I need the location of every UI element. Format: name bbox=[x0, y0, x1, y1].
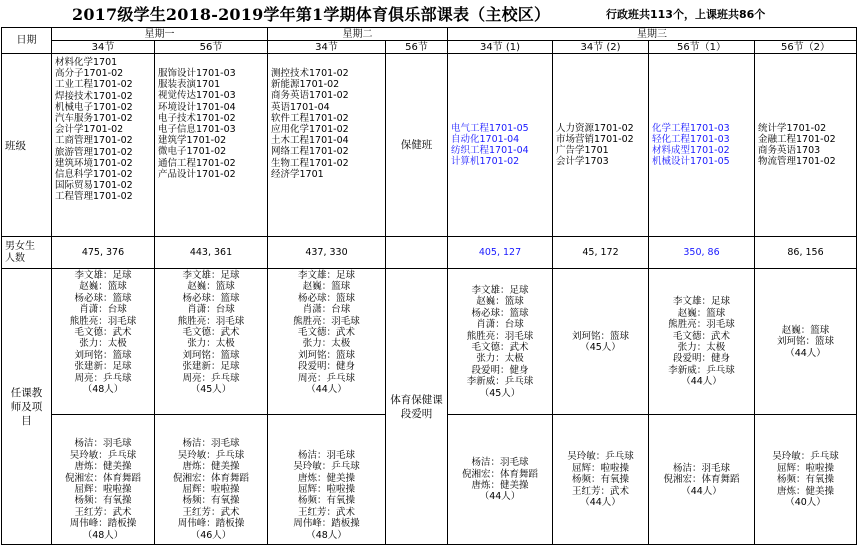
schedule-table bbox=[1, 27, 857, 545]
teachers-b-wed-34-1[interactable]: 杨洁：羽毛球 倪湘宏：体育舞蹈 唐炼：健美操 （44人） bbox=[448, 415, 553, 545]
counts-wed-56-2[interactable]: 86, 156 bbox=[755, 237, 857, 269]
row-label-counts[interactable]: 男女生 人数 bbox=[2, 237, 52, 269]
teachers-row-a bbox=[2, 269, 857, 415]
header-row-days bbox=[2, 28, 857, 41]
teachers-b-wed-56-1[interactable]: 杨洁：羽毛球 倪湘宏：体育舞蹈 （44人） bbox=[649, 415, 755, 545]
teachers-a-wed-34-2[interactable]: 刘珂铭：篮球 （45人） bbox=[553, 269, 649, 415]
row-label-teachers[interactable]: 任课教 师及项 目 bbox=[2, 269, 52, 545]
classes-mon-34[interactable]: 材料化学1701 高分子1701-02 工业工程1701-02 焊接技术1701-02 机械电子1701-02 汽车服务1701-02 会计学1701-02 工商管理1701-02 旅游管理1701-02 建筑环境1701-02 信息科学1701-02 国际贸易1701-02 工程管理1701-02 bbox=[52, 54, 155, 237]
day-tuesday[interactable]: 星期二 bbox=[268, 28, 448, 41]
session-wed-34-2[interactable]: 34节 (2) bbox=[553, 41, 649, 54]
classes-tue-34[interactable]: 测控技术1701-02 新能源1701-02 商务英语1701-02 英语1701-04 软件工程1701-02 应用化学1701-02 土木工程1701-04 网络工程1701-02 生物工程1701-02 经济学1701 bbox=[268, 54, 386, 237]
teachers-b-mon-56[interactable]: 杨洁：羽毛球 吴玲敏：乒乓球 唐炼：健美操 倪湘宏：体育舞蹈 屈辉：啦啦操 杨频：有氧操 王红芳：武术 周伟峰：踏板操 （46人） bbox=[155, 415, 268, 545]
classes-wed-34-1[interactable]: 电气工程1701-05 自动化1701-04 纺织工程1701-04 计算机1701-02 bbox=[448, 54, 553, 237]
header-row-sessions bbox=[2, 41, 857, 54]
counts-mon-56[interactable]: 443, 361 bbox=[155, 237, 268, 269]
teachers-b-wed-56-2[interactable]: 吴玲敏：乒乓球 屈辉：啦啦操 杨频：有氧操 唐炼：健美操 （40人） bbox=[755, 415, 857, 545]
session-wed-56-1[interactable]: 56节（1） bbox=[649, 41, 755, 54]
counts-tue-34[interactable]: 437, 330 bbox=[268, 237, 386, 269]
session-mon-34[interactable]: 34节 bbox=[52, 41, 155, 54]
classes-wed-56-2[interactable]: 统计学1701-02 金融工程1701-02 商务英语1703 物流管理1701-02 bbox=[755, 54, 857, 237]
date-label[interactable]: 日期 bbox=[2, 28, 52, 54]
session-mon-56[interactable]: 56节 bbox=[155, 41, 268, 54]
teachers-tue-56[interactable]: 体育保健课 段爱明 bbox=[386, 269, 448, 545]
day-wednesday[interactable]: 星期三 bbox=[448, 28, 857, 41]
classes-wed-34-2[interactable]: 人力资源1701-02 市场营销1701-02 广告学1701 会计学1703 bbox=[553, 54, 649, 237]
page-title: 2017级学生2018-2019学年第1学期体育俱乐部课表（主校区） bbox=[72, 5, 551, 24]
teachers-a-mon-56[interactable]: 李文雄：足球 赵巍：篮球 杨必球：篮球 肖潇：台球 熊胜亮：羽毛球 毛文德：武术 张力：太极 刘珂铭：篮球 张建新：足球 周亮：乒乓球 （45人） bbox=[155, 269, 268, 415]
session-tue-34[interactable]: 34节 bbox=[268, 41, 386, 54]
day-monday[interactable]: 星期一 bbox=[52, 28, 268, 41]
teachers-a-wed-56-1[interactable]: 李文雄：足球 赵巍：篮球 熊胜亮：羽毛球 毛文德：武术 张力：太极 段爱明：健身 李新威：乒乓球 （44人） bbox=[649, 269, 755, 415]
teachers-a-mon-34[interactable]: 李文雄：足球 赵巍：篮球 杨必球：篮球 肖潇：台球 熊胜亮：羽毛球 毛文德：武术 张力：太极 刘珂铭：篮球 张建新：足球 周亮：乒乓球 （48人） bbox=[52, 269, 155, 415]
counts-mon-34[interactable]: 475, 376 bbox=[52, 237, 155, 269]
teachers-a-wed-56-2[interactable]: 赵巍：篮球 刘珂铭：篮球 （44人） bbox=[755, 269, 857, 415]
session-wed-34-1[interactable]: 34节 (1) bbox=[448, 41, 553, 54]
teachers-b-mon-34[interactable]: 杨洁：羽毛球 吴玲敏：乒乓球 唐炼：健美操 倪湘宏：体育舞蹈 屈辉：啦啦操 杨频：有氧操 王红芳：武术 周伟峰：踏板操 （48人） bbox=[52, 415, 155, 545]
classes-wed-56-1[interactable]: 化学工程1701-03 轻化工程1701-03 材料成型1701-02 机械设计1701-05 bbox=[649, 54, 755, 237]
class-summary: 行政班共113个，上课班共86个 bbox=[606, 8, 766, 21]
counts-wed-34-1[interactable]: 405, 127 bbox=[448, 237, 553, 269]
teachers-a-tue-34[interactable]: 李文雄：足球 赵巍：篮球 杨必球：篮球 肖潇：台球 熊胜亮：羽毛球 毛文德：武术 张力：太极 刘珂铭：篮球 段爱明：健身 周亮：乒乓球 （44人） bbox=[268, 269, 386, 415]
teachers-b-tue-34[interactable]: 杨洁：羽毛球 吴玲敏：乒乓球 唐炼：健美操 屈辉：啦啦操 杨频：有氧操 王红芳：武术 周伟峰：踏板操 （48人） bbox=[268, 415, 386, 545]
counts-wed-56-1[interactable]: 350, 86 bbox=[649, 237, 755, 269]
classes-mon-56[interactable]: 服饰设计1701-03 服装表演1701 视觉传达1701-03 环境设计1701-04 电子技术1701-02 电子信息1701-03 建筑学1701-02 微电子1701-02 通信工程1701-02 产品设计1701-02 bbox=[155, 54, 268, 237]
row-label-classes[interactable]: 班级 bbox=[2, 54, 52, 237]
counts-wed-34-2[interactable]: 45, 172 bbox=[553, 237, 649, 269]
session-tue-56[interactable]: 56节 bbox=[386, 41, 448, 54]
counts-tue-56[interactable] bbox=[386, 237, 448, 269]
session-wed-56-2[interactable]: 56节（2） bbox=[755, 41, 857, 54]
teachers-a-wed-34-1[interactable]: 李文雄：足球 赵巍：篮球 杨必球：篮球 肖潇：台球 熊胜亮：羽毛球 毛文德：武术 张力：太极 段爱明：健身 李新威：乒乓球 （45人） bbox=[448, 269, 553, 415]
teachers-b-wed-34-2[interactable]: 吴玲敏：乒乓球 屈辉：啦啦操 杨频：有氧操 王红芳：武术 （44人） bbox=[553, 415, 649, 545]
title-row bbox=[0, 0, 858, 26]
counts-row bbox=[2, 237, 857, 269]
classes-tue-56[interactable]: 保健班 bbox=[386, 54, 448, 237]
classes-row bbox=[2, 54, 857, 237]
